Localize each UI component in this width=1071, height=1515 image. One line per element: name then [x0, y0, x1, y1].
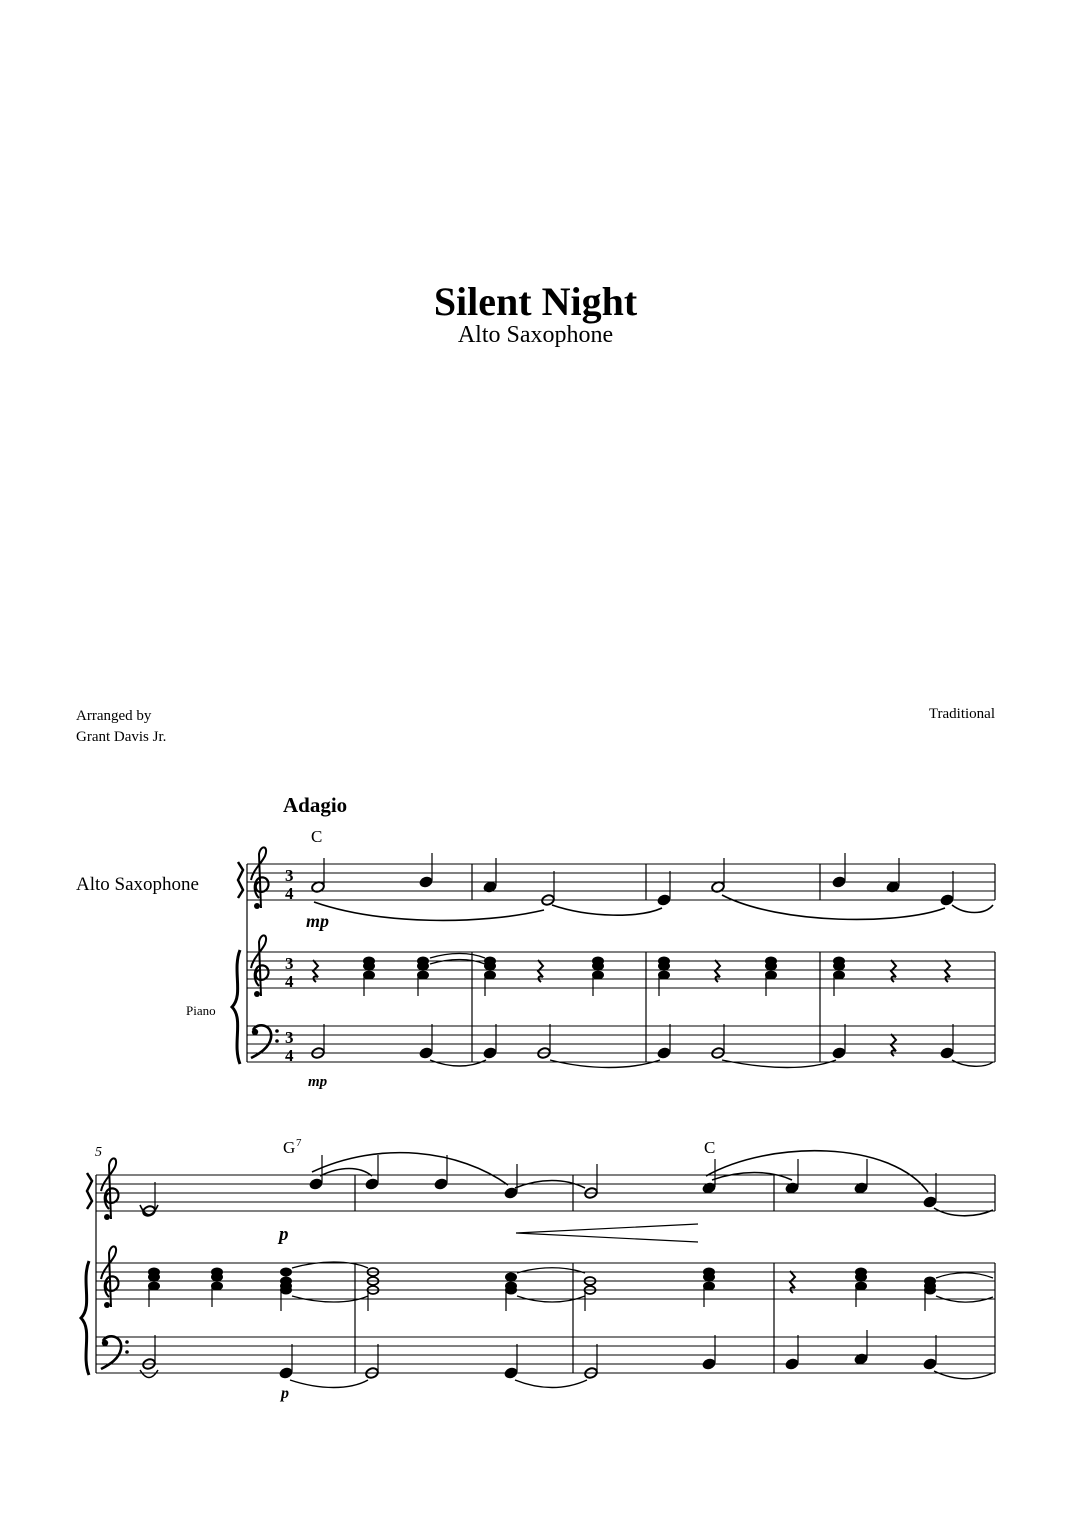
svg-text:3: 3	[285, 866, 294, 885]
chord-symbol: C	[704, 1138, 716, 1157]
svg-text:3: 3	[285, 1028, 294, 1047]
slurs-system-1	[314, 895, 993, 920]
svg-text:4: 4	[285, 884, 294, 903]
chord-symbol-superscript: 7	[296, 1137, 302, 1149]
piano-treble-ties-system-1	[430, 954, 485, 965]
instrument-label-piano: Piano	[186, 1003, 216, 1018]
chord-symbol: C	[311, 827, 323, 846]
staff-sax-1	[247, 864, 995, 900]
piano-treble-ties-system-2	[292, 1262, 993, 1302]
slurs-system-2	[140, 1151, 993, 1216]
crescendo-hairpin	[516, 1224, 698, 1242]
time-signature	[285, 866, 294, 1065]
system-bracket	[81, 1173, 96, 1375]
dynamic-marking: p	[279, 1224, 289, 1245]
instrument-label-sax: Alto Saxophone	[76, 874, 199, 895]
piano-treble-notes-system-1	[313, 957, 950, 996]
composer-credit: Traditional	[928, 706, 995, 722]
sax-notes-system-2	[142, 1155, 937, 1217]
measure-number: 5	[95, 1145, 102, 1160]
staff-piano-treble-1	[247, 952, 995, 988]
sax-notes-system-1	[311, 853, 954, 906]
dynamic-marking: p	[281, 1385, 289, 1402]
svg-text:4: 4	[285, 1046, 294, 1065]
piano-bass-notes-system-1	[311, 1024, 954, 1059]
tempo-marking: Adagio	[283, 793, 348, 817]
arranger-label: Arranged by	[76, 708, 152, 724]
svg-text:3: 3	[285, 954, 294, 973]
barlines-system-2	[355, 1175, 995, 1373]
dynamic-marking: mp	[306, 911, 330, 931]
system-bracket	[232, 862, 247, 1064]
score-subtitle: Alto Saxophone	[457, 322, 614, 348]
piano-bass-ties-system-1	[430, 1060, 993, 1068]
arranger-name: Grant Davis Jr.	[76, 729, 167, 745]
staff-piano-bass-1	[247, 1026, 995, 1062]
dynamic-marking: mp	[308, 1074, 328, 1090]
score-title: Silent Night	[433, 279, 638, 324]
svg-text:4: 4	[285, 972, 294, 991]
chord-symbol: G	[283, 1138, 296, 1157]
